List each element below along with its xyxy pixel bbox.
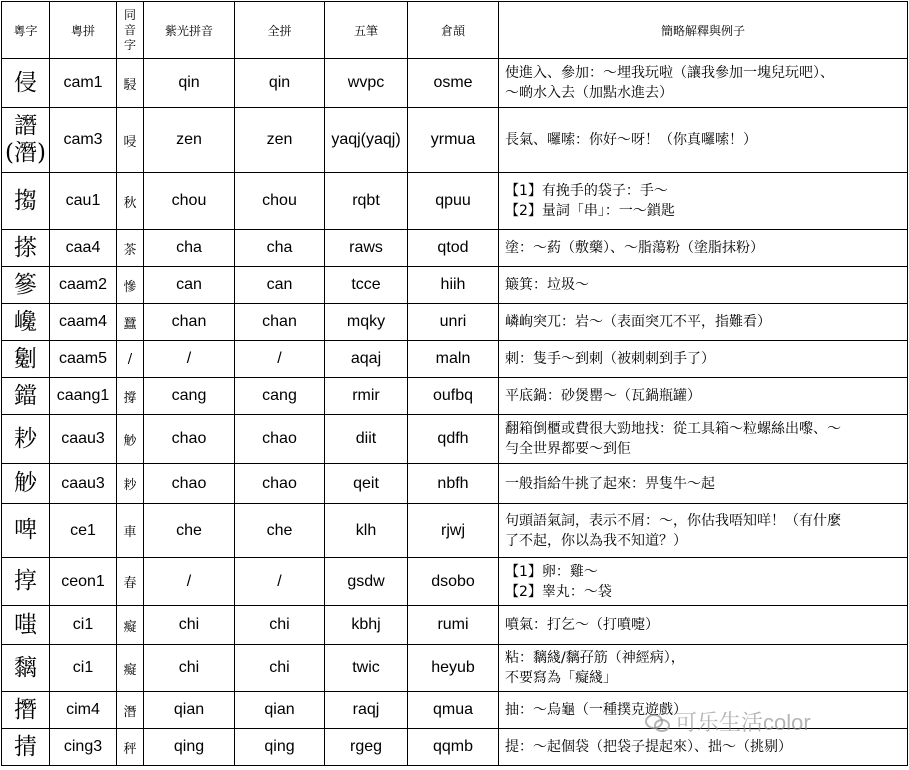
explanation-line: 簸箕：垃圾～ <box>505 277 589 293</box>
full-pinyin-cell: cang <box>235 378 325 415</box>
jyutping-cell: caam2 <box>50 267 117 304</box>
table-body <box>2 59 908 766</box>
table-header-row <box>2 2 908 59</box>
wubi-cell: raqj <box>325 692 408 729</box>
cangjie-cell: osme <box>408 59 499 108</box>
cantonese-char-cell: 撍 <box>2 692 50 729</box>
ziguang-pinyin-cell: / <box>144 558 235 606</box>
explanation-cell <box>499 558 908 606</box>
cangjie-cell: rjwj <box>408 504 499 558</box>
jyutping-cell: caam4 <box>50 304 117 341</box>
cantonese-char-cell: 掅 <box>2 729 50 766</box>
homophone-cell: 蠶 <box>117 304 144 341</box>
ziguang-pinyin-cell: zen <box>144 108 235 173</box>
ziguang-pinyin-cell: chou <box>144 173 235 230</box>
header-cantonese-char: 粵字 <box>2 2 50 59</box>
cangjie-cell: dsobo <box>408 558 499 606</box>
header-homophone: 同 音 字 <box>117 2 144 59</box>
cantonese-char-cell: 啤 <box>2 504 50 558</box>
explanation-cell <box>499 692 908 729</box>
homophone-cell: 秤 <box>117 729 144 766</box>
header-wubi: 五筆 <box>325 2 408 59</box>
explanation-cell <box>499 415 908 464</box>
header-ziguang-pinyin: 紫光拼音 <box>144 2 235 59</box>
ziguang-pinyin-cell: chao <box>144 464 235 504</box>
explanation-line: 一般指給牛挑了起來：畀隻牛～起 <box>505 475 715 492</box>
jyutping-cell: cing3 <box>50 729 117 766</box>
full-pinyin-cell: chi <box>235 606 325 645</box>
jyutping-cell: ci1 <box>50 606 117 645</box>
wubi-cell: rmir <box>325 378 408 415</box>
cangjie-cell: qpuu <box>408 173 499 230</box>
cangjie-cell: yrmua <box>408 108 499 173</box>
ziguang-pinyin-cell: qin <box>144 59 235 108</box>
homophone-cell: 耖 <box>117 464 144 504</box>
full-pinyin-cell: / <box>235 341 325 378</box>
explanation-cell <box>499 108 908 173</box>
table-row <box>2 304 908 341</box>
cantonese-character-table <box>1 1 908 766</box>
cantonese-char-cell: 㨃 <box>2 558 50 606</box>
full-pinyin-cell: che <box>235 504 325 558</box>
explanation-line: 長氣、囉嗦：你好～呀！（你真囉嗦！） <box>505 132 757 148</box>
cantonese-char-cell: 譖 (潛) <box>2 108 50 173</box>
cangjie-cell: qqmb <box>408 729 499 766</box>
full-pinyin-cell: chi <box>235 645 325 692</box>
ziguang-pinyin-cell: chao <box>144 415 235 464</box>
explanation-line: 噴氣：打乞～（打噴嚏） <box>505 617 659 633</box>
cantonese-char-cell: 觘 <box>2 464 50 504</box>
table-row <box>2 108 908 173</box>
table-row <box>2 504 908 558</box>
cangjie-cell: qdfh <box>408 415 499 464</box>
homophone-cell: 癡 <box>117 645 144 692</box>
wubi-cell: diit <box>325 415 408 464</box>
explanation-line: 抽：～烏龜（一種撲克遊戲） <box>505 702 687 718</box>
table-row <box>2 267 908 304</box>
explanation-cell <box>499 464 908 504</box>
table-row <box>2 558 908 606</box>
jyutping-cell: caa4 <box>50 230 117 267</box>
cantonese-char-cell: 劖 <box>2 341 50 378</box>
explanation-cell <box>499 304 908 341</box>
explanation-line: 塗：～葯（敷藥）、～脂蕩粉（塗脂抹粉） <box>505 240 764 256</box>
homophone-cell: 駸 <box>117 59 144 108</box>
explanation-line: 【2】量詞「串」：一～鎖匙 <box>505 203 675 219</box>
homophone-cell: 癡 <box>117 606 144 645</box>
explanation-line: 粘：黐綫/黐孖筋（神經病）， <box>505 650 685 666</box>
explanation-line: 勻全世界都要～到佢 <box>505 441 631 457</box>
table-row <box>2 378 908 415</box>
cantonese-char-cell: 嗤 <box>2 606 50 645</box>
cangjie-cell: oufbq <box>408 378 499 415</box>
wubi-cell: twic <box>325 645 408 692</box>
jyutping-cell: ci1 <box>50 645 117 692</box>
explanation-line: 刺：隻手～到刺（被刺刺到手了） <box>505 351 715 367</box>
wubi-cell: mqky <box>325 304 408 341</box>
cantonese-char-cell: 侵 <box>2 59 50 108</box>
explanation-line: 嶙峋突兀：岩～（表面突兀不平，指難看） <box>505 314 771 330</box>
ziguang-pinyin-cell: qian <box>144 692 235 729</box>
cangjie-cell: qmua <box>408 692 499 729</box>
explanation-line: 平底鍋：砂煲罌～（瓦鍋瓶罐） <box>505 388 701 404</box>
explanation-line: 了不起，你以為我不知道？） <box>505 532 687 549</box>
table-row <box>2 415 908 464</box>
explanation-line: ～啲水入去（加點水進去） <box>505 85 673 101</box>
cangjie-cell: rumi <box>408 606 499 645</box>
explanation-cell <box>499 645 908 692</box>
jyutping-cell: cau1 <box>50 173 117 230</box>
explanation-line: 句頭語氣詞，表示不屑：～，你估我唔知咩！（有什麼 <box>505 512 841 529</box>
full-pinyin-cell: qing <box>235 729 325 766</box>
full-pinyin-cell: qin <box>235 59 325 108</box>
wubi-cell: tcce <box>325 267 408 304</box>
cangjie-cell: heyub <box>408 645 499 692</box>
wubi-cell: wvpc <box>325 59 408 108</box>
table-row <box>2 692 908 729</box>
jyutping-cell: cam3 <box>50 108 117 173</box>
jyutping-cell: ceon1 <box>50 558 117 606</box>
table-row <box>2 645 908 692</box>
full-pinyin-cell: / <box>235 558 325 606</box>
homophone-cell: 茶 <box>117 230 144 267</box>
table-row <box>2 230 908 267</box>
table-row <box>2 464 908 504</box>
homophone-cell: 秋 <box>117 173 144 230</box>
explanation-line: 【2】睾丸：～袋 <box>505 583 612 600</box>
homophone-cell: 車 <box>117 504 144 558</box>
cantonese-char-cell: 搽 <box>2 230 50 267</box>
explanation-line: 不要寫為「癡綫」 <box>505 670 617 686</box>
explanation-cell <box>499 504 908 558</box>
explanation-cell <box>499 267 908 304</box>
ziguang-pinyin-cell: chan <box>144 304 235 341</box>
cangjie-cell: qtod <box>408 230 499 267</box>
ziguang-pinyin-cell: / <box>144 341 235 378</box>
ziguang-pinyin-cell: cha <box>144 230 235 267</box>
explanation-cell <box>499 606 908 645</box>
header-full-pinyin: 全拼 <box>235 2 325 59</box>
header-jyutping: 粵拼 <box>50 2 117 59</box>
explanation-cell <box>499 341 908 378</box>
homophone-cell: 唚 <box>117 108 144 173</box>
jyutping-cell: caau3 <box>50 415 117 464</box>
jyutping-cell: cim4 <box>50 692 117 729</box>
full-pinyin-cell: qian <box>235 692 325 729</box>
table-row <box>2 729 908 766</box>
homophone-cell: 撐 <box>117 378 144 415</box>
table-row <box>2 341 908 378</box>
cantonese-char-cell: 搊 <box>2 173 50 230</box>
homophone-cell: 春 <box>117 558 144 606</box>
full-pinyin-cell: chao <box>235 415 325 464</box>
wubi-cell: klh <box>325 504 408 558</box>
explanation-line: 使進入、參加：～埋我玩啦（讓我參加一塊兒玩吧）、 <box>505 65 834 81</box>
jyutping-cell: ce1 <box>50 504 117 558</box>
homophone-cell: 慘 <box>117 267 144 304</box>
wubi-cell: yaqj(yaqj) <box>325 108 408 173</box>
explanation-cell <box>499 230 908 267</box>
explanation-cell <box>499 173 908 230</box>
explanation-line: 【1】卵：雞～ <box>505 563 598 580</box>
explanation-cell <box>499 378 908 415</box>
ziguang-pinyin-cell: chi <box>144 606 235 645</box>
cantonese-char-cell: 黐 <box>2 645 50 692</box>
wubi-cell: qeit <box>325 464 408 504</box>
explanation-cell <box>499 59 908 108</box>
full-pinyin-cell: zen <box>235 108 325 173</box>
explanation-line: 提：～起個袋（把袋子提起來）、拙～（挑剔） <box>505 739 792 755</box>
jyutping-cell: caam5 <box>50 341 117 378</box>
watermark-text: 可乐生活color <box>675 710 811 735</box>
jyutping-cell: caang1 <box>50 378 117 415</box>
cantonese-char-cell: 巉 <box>2 304 50 341</box>
homophone-cell: 觘 <box>117 415 144 464</box>
wubi-cell: gsdw <box>325 558 408 606</box>
cangjie-cell: nbfh <box>408 464 499 504</box>
cantonese-char-cell: 鐺 <box>2 378 50 415</box>
cantonese-char-cell: 篸 <box>2 267 50 304</box>
ziguang-pinyin-cell: can <box>144 267 235 304</box>
cangjie-cell: maln <box>408 341 499 378</box>
cangjie-cell: unri <box>408 304 499 341</box>
wubi-cell: rgeg <box>325 729 408 766</box>
explanation-cell <box>499 729 908 766</box>
full-pinyin-cell: cha <box>235 230 325 267</box>
header-cangjie: 倉頡 <box>408 2 499 59</box>
full-pinyin-cell: chou <box>235 173 325 230</box>
wubi-cell: kbhj <box>325 606 408 645</box>
cangjie-cell: hiih <box>408 267 499 304</box>
ziguang-pinyin-cell: chi <box>144 645 235 692</box>
wubi-cell: raws <box>325 230 408 267</box>
table-row <box>2 59 908 108</box>
full-pinyin-cell: chan <box>235 304 325 341</box>
explanation-line: 【1】有挽手的袋子：手～ <box>505 183 668 199</box>
ziguang-pinyin-cell: che <box>144 504 235 558</box>
homophone-cell: 潛 <box>117 692 144 729</box>
jyutping-cell: caau3 <box>50 464 117 504</box>
wubi-cell: aqaj <box>325 341 408 378</box>
full-pinyin-cell: can <box>235 267 325 304</box>
jyutping-cell: cam1 <box>50 59 117 108</box>
ziguang-pinyin-cell: qing <box>144 729 235 766</box>
explanation-line: 翻箱倒櫃或費很大勁地找：從工具箱～粒螺絲出嚟、～ <box>505 421 841 437</box>
full-pinyin-cell: chao <box>235 464 325 504</box>
ziguang-pinyin-cell: cang <box>144 378 235 415</box>
wubi-cell: rqbt <box>325 173 408 230</box>
table-row <box>2 173 908 230</box>
table-row <box>2 606 908 645</box>
header-explanation: 簡略解釋與例子 <box>499 2 908 59</box>
cantonese-char-cell: 耖 <box>2 415 50 464</box>
homophone-cell: / <box>117 341 144 378</box>
